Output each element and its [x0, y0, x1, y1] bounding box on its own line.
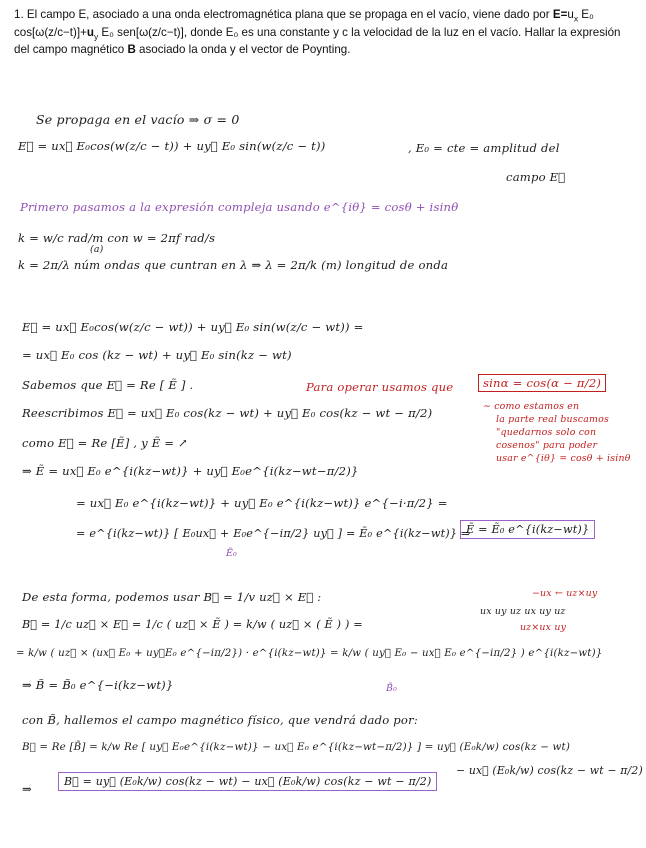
note-line: como E⃗ = Re [Ẽ] , y Ẽ = ↗ [22, 436, 188, 450]
problem-uy: u [86, 25, 94, 39]
note-line: = ux⃗ E₀ cos (kz − wt) + uy⃗ E₀ sin(kz − wt) [22, 348, 292, 362]
note-cross-product: uz×ux uy [520, 622, 567, 633]
note-line: , E₀ = cte = amplitud del [408, 141, 560, 155]
problem-ux: u [567, 8, 574, 21]
note-line: − ux⃗ (E₀k/w) cos(kz − wt − π/2) [456, 764, 643, 777]
problem-bold-E: E= [552, 8, 568, 21]
boxed-E-complex: Ẽ = Ẽ₀ e^{i(kz−wt)} [460, 520, 595, 539]
boxed-B-result: B⃗ = uy⃗ (E₀k/w) cos(kz − wt) − ux⃗ (E₀k/w) cos(kz − wt − π/2) [58, 772, 437, 791]
note-cross-product: −ux ← uz×uy [532, 588, 598, 599]
problem-text-end: asociado la onda y el vector de Poynting. [135, 43, 351, 57]
note-line-red: la parte real buscamos [496, 414, 609, 425]
note-line: con B̃, hallemos el campo magnético físico, que vendrá dado por: [22, 713, 418, 727]
note-line: k = 2π/λ núm ondas que cuntran en λ ⇒ λ = 2π/k (m) longitud de onda [18, 258, 449, 272]
note-cross-product: ux uy uz ux uy uz [480, 606, 566, 617]
problem-uy-sub: y [93, 30, 99, 41]
note-line-red: "quedarnos solo con [496, 427, 597, 438]
note-line: E⃗ = ux⃗ E₀cos(w(z/c − t)) + uy⃗ E₀ sin(w(z/c − t)) [18, 139, 326, 153]
note-line: ⇒ [22, 782, 32, 796]
note-line: Sabemos que E⃗ = Re [ Ẽ ] . [22, 378, 194, 392]
note-line: Reescribimos E⃗ = ux⃗ E₀ cos(kz − wt) + uy⃗ E₀ cos(kz − wt − π/2) [22, 406, 433, 420]
note-label-purple: Ẽ₀ [226, 548, 238, 559]
note-line: (a) [90, 244, 104, 255]
note-line: B⃗ = Re [B̃] = k/w Re [ uy⃗ E₀e^{i(kz−wt)} − ux⃗ E₀ e^{i(kz−wt−π/2)} ] = uy⃗ (E₀k/w) cos(kz − wt) [22, 741, 571, 753]
note-line: Se propaga en el vacío ⇒ σ = 0 [36, 112, 240, 127]
note-line: E⃗ = ux⃗ E₀cos(w(z/c − wt)) + uy⃗ E₀ sin(w(z/c − wt)) = [22, 320, 364, 334]
note-line: De esta forma, podemos usar B⃗ = 1/v uz⃗ × E⃗ : [22, 590, 322, 604]
note-line: = ux⃗ E₀ e^{i(kz−wt)} + uy⃗ E₀ e^{i(kz−wt)} e^{−i·π/2} = [76, 496, 448, 510]
note-line-red: cosenos" para poder [496, 440, 598, 451]
note-line: = k/w ( uz⃗ × (ux⃗ E₀ + uy⃗E₀ e^{−iπ/2}) · e^{i(kz−wt)} = k/w ( uy⃗ E₀ − ux⃗ E₀ e^{−iπ/2} ) e^{i(kz−wt)} [16, 648, 603, 659]
problem-formula-4: E₀ sen[ω(z/c−t)], donde E₀ es una constante y c la velocidad de la luz en el vacío. Hallar la expresión del campo magnético [14, 25, 621, 57]
note-line: campo E⃗ [506, 170, 566, 184]
note-label-purple: B̃₀ [386, 683, 398, 694]
problem-formula-2: E₀ cos[ω(z/c−t)]+ [14, 8, 594, 39]
note-line-red: Para operar usamos que [306, 380, 454, 394]
note-line: ⇒ B̃ = B̃₀ e^{−i(kz−wt)} [22, 678, 174, 692]
note-line-red: ∼ como estamos en [483, 401, 580, 412]
problem-text-intro: 1. El campo E, asociado a una onda electromagnética plana que se propaga en el vacío, viene dado por [14, 8, 553, 21]
problem-ux-sub: x [573, 13, 579, 24]
note-line: ⇒ Ẽ = ux⃗ E₀ e^{i(kz−wt)} + uy⃗ E₀e^{i(kz−wt−π/2)} [22, 464, 359, 478]
note-line-red: usar e^{iθ} = cosθ + isinθ [496, 453, 631, 464]
note-line-purple: Primero pasamos a la expresión compleja usando e^{iθ} = cosθ + isinθ [20, 200, 459, 214]
boxed-identity: sinα = cos(α − π/2) [478, 374, 606, 392]
problem-bold-B: B [127, 43, 136, 57]
note-line: = e^{i(kz−wt)} [ E₀ux⃗ + E₀e^{−iπ/2} uy⃗ ] = Ẽ₀ e^{i(kz−wt)} ⇒ [76, 527, 471, 540]
note-line: k = w/c rad/m con w = 2πf rad/s [18, 231, 216, 245]
note-line: B⃗ = 1/c uz⃗ × E⃗ = 1/c ( uz⃗ × Ẽ ) = k/w ( uz⃗ × ( Ẽ ) ) = [22, 618, 363, 631]
